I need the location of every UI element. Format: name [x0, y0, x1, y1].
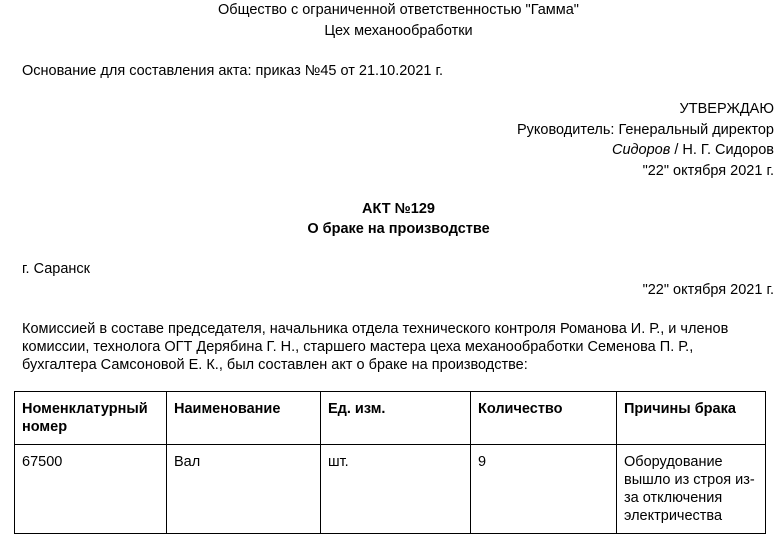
table-header-row — [15, 392, 766, 445]
cell-item-number: 67500 — [15, 445, 167, 534]
commission-line: Комиссией в составе председателя, начальника отдела технического контроля Романова И. Р., и членов — [22, 321, 729, 337]
approval-date: "22" октября 2021 г. — [642, 163, 774, 179]
approver-name: Н. Г. Сидоров — [682, 142, 774, 158]
act-place: г. Саранск — [22, 261, 91, 277]
column-header-quantity: Количество — [471, 392, 617, 445]
defects-table — [14, 391, 766, 534]
approver-position: Руководитель: Генеральный директор — [517, 122, 774, 138]
commission-line: бухгалтера Самсоновой Е. К., был составлен акт о браке на производстве: — [22, 357, 528, 373]
act-basis: Основание для составления акта: приказ №45 от 21.10.2021 г. — [22, 63, 444, 79]
act-title: АКТ №129 — [362, 201, 435, 217]
column-header-defect-reason: Причины брака — [617, 392, 766, 445]
act-date: "22" октября 2021 г. — [642, 282, 774, 298]
column-header-unit: Ед. изм. — [321, 392, 471, 445]
cell-name: Вал — [167, 445, 321, 534]
cell-unit: шт. — [321, 445, 471, 534]
department-name: Цех механообработки — [324, 23, 473, 39]
approver-signature: Сидоров — [611, 142, 671, 158]
column-header-name: Наименование — [167, 392, 321, 445]
commission-line: комиссии, технолога ОГТ Дерябина Г. Н., старшего мастера цеха механообработки Семенова П. Р., — [22, 339, 694, 355]
cell-quantity: 9 — [471, 445, 617, 534]
approval-heading: УТВЕРЖДАЮ — [679, 101, 774, 117]
organization-name: Общество с ограниченной ответственностью "Гамма" — [218, 2, 579, 18]
act-subtitle: О браке на производстве — [307, 221, 490, 237]
signature-separator: / — [670, 142, 683, 158]
column-header-item-number: Номенклатурный номер — [15, 392, 167, 445]
approver-signature-line — [612, 142, 774, 158]
table-row — [15, 445, 766, 534]
commission-paragraph — [22, 320, 772, 374]
cell-defect-reason: Оборудование вышло из строя из-за отключения электричества — [617, 445, 766, 534]
